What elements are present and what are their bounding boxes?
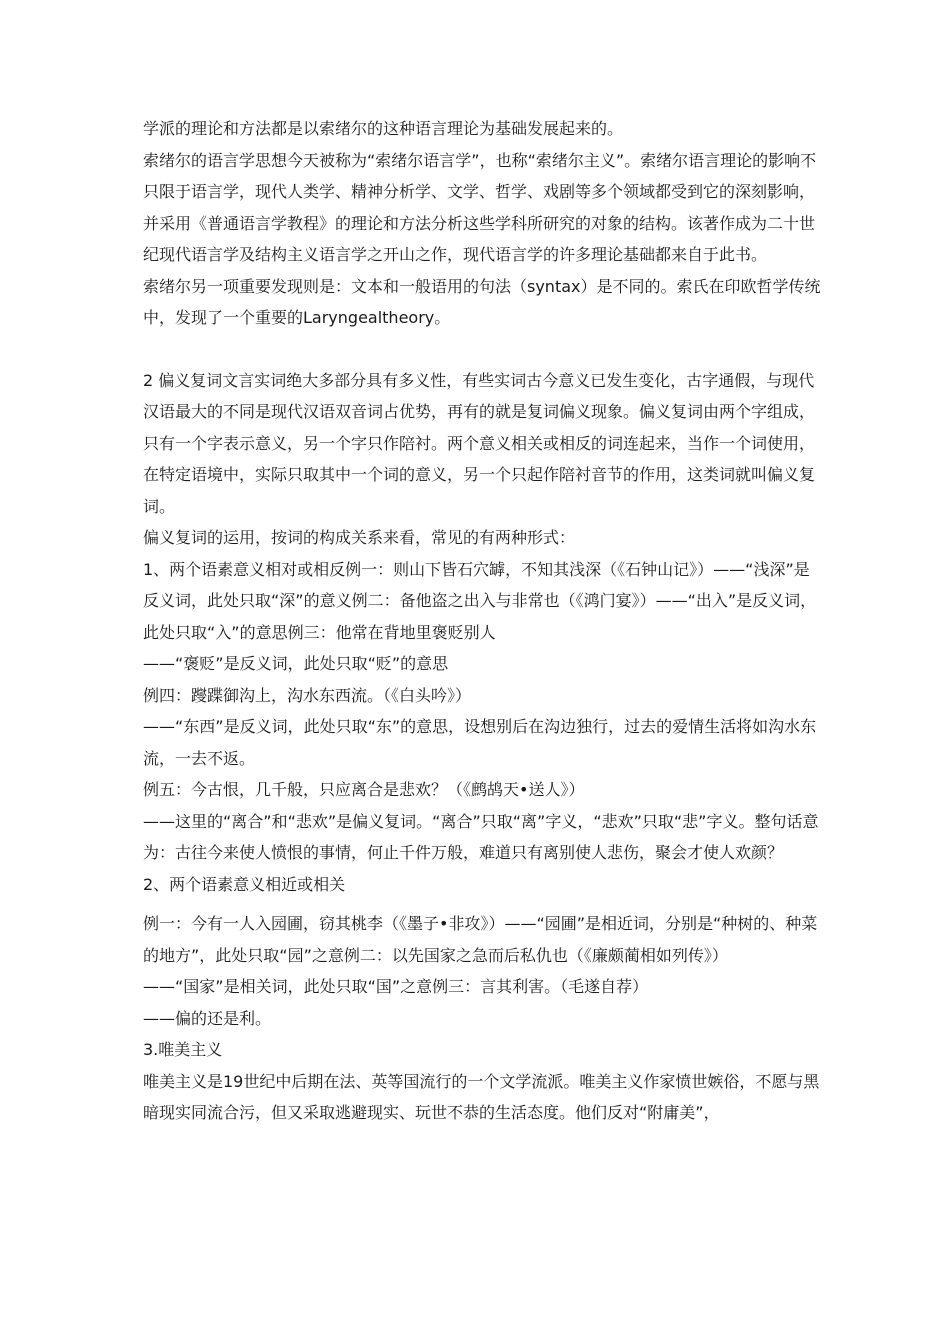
spacer <box>143 900 823 908</box>
paragraph: 例一：今有一人入园圃，窃其桃李（《墨子•非攻》）——“园圃”是相近词，分别是“种树的、种菜的地方”，此处只取“园”之意例二：以先国家之急而后私仇也（《廉颇蔺相如列传》） <box>143 914 818 965</box>
paragraph: 索绪尔另一项重要发现则是：文本和一般语用的句法（syntax）是不同的。索氏在印欧哲学传统中，发现了一个重要的Laryngealtheory。 <box>143 276 821 327</box>
spacer <box>143 334 823 365</box>
paragraph: 唯美主义是19世纪中后期在法、英等国流行的一个文学流派。唯美主义作家愤世嫉俗，不愿与黑暗现实同流合污，但又采取逃避现实、玩世不恭的生活态度。他们反对“附庸美”， <box>143 1071 820 1122</box>
paragraph: 例五：今古恨，几千般，只应离合是悲欢？（《鹧鸪天•送人》） <box>143 780 585 799</box>
section-heading: 3.唯美主义 <box>143 1040 223 1059</box>
paragraph: 学派的理论和方法都是以索绪尔的这种语言理论为基础发展起来的。 <box>143 119 624 138</box>
paragraph: 例四：躞蹀御沟上，沟水东西流。（《白头吟》） <box>143 685 472 705</box>
paragraph: ——这里的“离合”和“悲欢”是偏义复词。“离合”只取“离”字义，“悲欢”只取“悲”字义。整句话意为：古往今来使人愤恨的事情，何止千件万般，难道只有离别使人悲伤，聚会才使人欢颜？ <box>143 811 819 862</box>
paragraph: 索绪尔的语言学思想今天被称为“索绪尔语言学”，也称“索绪尔主义”。索绪尔语言理论的影响不只限于语言学，现代人类学、精神分析学、文学、哲学、戏剧等多个领域都受到它的深刻影响，并采用《普通语言学教程》的理论和方法分析这些学科所研究的对象的结构。该著作成为二十世纪现代语言学及结构主义语言学之开山之作，现代语言学的许多理论基础都来自于此书。 <box>143 150 817 264</box>
paragraph: ——“国家”是相关词，此处只取“国”之意例三：言其利害。（毛遂自荐） <box>143 977 649 996</box>
section-heading: 2、两个语素意义相近或相关 <box>143 874 346 894</box>
paragraph: ——“褒贬”是反义词，此处只取“贬”的意思 <box>143 654 449 673</box>
paragraph: 偏义复词的运用，按词的构成关系来看，常见的有两种形式： <box>143 528 576 547</box>
paragraph: ——“东西”是反义词，此处只取“东”的意思，设想别后在沟边独行，过去的爱情生活将如沟水东流，一去不返。 <box>143 717 817 768</box>
paragraph: ——偏的还是利。 <box>143 1008 272 1028</box>
document-body <box>143 113 823 1129</box>
paragraph: 2 偏义复词文言实词绝大多部分具有多义性，有些实词古今意义已发生变化，古字通假，与现代汉语最大的不同是现代汉语双音词占优势，再有的就是复词偏义现象。偏义复词由两个字组成，只有一个字表示意义，另一个字只作陪衬。两个意义相关或相反的词连起来，当作一个词使用，在特定语境中，实际只取其中一个词的意义，另一个只起作陪衬音节的作用，这类词就叫偏义复词。 <box>143 370 816 516</box>
paragraph: 1、两个语素意义相对或相反例一：则山下皆石穴罅，不知其浅深（《石钟山记》）——“浅深”是反义词，此处只取“深”的意义例二：备他盗之出入与非常也（《鸿门宴》）——“出入”是反义词，此处只取“入”的意思例三：他常在背地里褒贬别人 <box>143 559 817 642</box>
